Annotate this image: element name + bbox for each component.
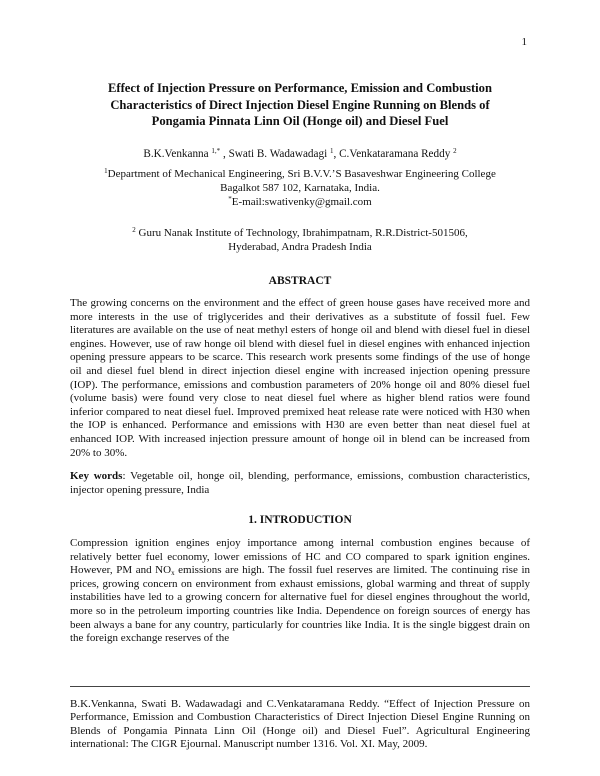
affiliation-line: Bagalkot 587 102, Karnataka, India.: [220, 181, 380, 194]
keywords-label: Key words: [70, 470, 123, 482]
author-name: C.Venkataramana Reddy: [339, 148, 451, 160]
author-affiliation-mark: 2: [453, 147, 457, 155]
author-email: E-mail:swativenky@gmail.com: [231, 195, 372, 208]
author-affiliation-mark: 1: [330, 147, 334, 155]
affiliation-mark: 2: [132, 226, 136, 234]
keywords: [70, 470, 530, 497]
intro-text-part: emissions are high. The fossil fuel reserves are limited. The continuing rise in prices, growing concern on environment from exhaust emissions, global warming and threat of supply instabilities have led to a growing concern for alternative fuel for diesel engines throughout the world, more so in the petroleum importing countries like India. Dependence on foreign sources of energy has been always a bane for any country, particularly for countries like India. It is the single biggest drain on the foreign exchange reserves of the: [70, 564, 530, 645]
email-mark: *: [228, 194, 232, 203]
title-line: Characteristics of Direct Injection Diesel Engine Running on Blends of: [110, 97, 490, 112]
affiliation-1: [70, 168, 530, 209]
author-list: [70, 147, 530, 161]
affiliation-2: [70, 227, 530, 255]
abstract-text: The growing concerns on the environment and the effect of green house gases have received more and more interests in the use of triglycerides and their derivatives as a substitute of fossil fuel. Few literatures are available on the use of neat methyl esters of honge oil and blend with diesel fuel in diesel engines. However, use of raw honge oil blend with diesel fuel in diesel engines with enhanced injection opening pressure appears to be scarce. This research work presents some findings of the use of honge oil and diesel fuel blend in direct injection diesel engine with increased injection opening pressure (IOP). The performance, emissions and combustion parameters of 20% honge oil and 80% diesel fuel (volume basis) were found very close to neat diesel fuel where as higher blend ratios were found inferior compared to neat diesel fuel. Improved premixed heat release rate were noticed with H30 when the IOP is enhanced. Performance and emissions with H30 are even better than neat diesel fuel at enhanced IOP. With increased injection pressure amount of honge oil in blend can be increased from 20% to 30%.: [70, 297, 530, 459]
citation-footnote: B.K.Venkanna, Swati B. Wadawadagi and C.Venkataramana Reddy. “Effect of Injection Pressure on Performance, Emission and Combustion Characteristics of Direct Injection Diesel Engine Running on Blends of Pongamia Pinnata Linn Oil (Honge oil) and Diesel Fuel”. Agricultural Engineering international: The CIGR Ejournal. Manuscript number 1316. Vol. XI. May, 2009.: [70, 698, 530, 751]
intro-text-part: Compression ignition engines enjoy importance among internal combustion engines because of relatively better fuel economy, lower emissions of HC and CO compared to spark ignition engines. However, PM and NO: [70, 537, 530, 577]
introduction-heading: 1. INTRODUCTION: [248, 514, 352, 526]
introduction-text: [70, 537, 530, 646]
affiliation-line: Hyderabad, Andra Pradesh India: [228, 240, 372, 253]
nox-subscript: x: [171, 569, 175, 578]
footnote-divider: [70, 686, 530, 687]
author-separator: ,: [220, 148, 229, 160]
author-affiliation-mark: 1,*: [211, 147, 221, 155]
title-line: Effect of Injection Pressure on Performance, Emission and Combustion: [108, 81, 492, 95]
abstract-heading: ABSTRACT: [268, 275, 332, 287]
keywords-text: : Vegetable oil, honge oil, blending, performance, emissions, combustion characteristics, injector opening pressure, India: [70, 470, 531, 496]
author-name: Swati B. Wadawadagi: [228, 148, 328, 160]
author-name: B.K.Venkanna: [143, 148, 209, 160]
paper-title: [70, 80, 530, 130]
affiliation-line: Department of Mechanical Engineering, Sri B.V.V.’S Basaveshwar Engineering College: [107, 168, 496, 180]
title-line: Pongamia Pinnata Linn Oil (Honge oil) and Diesel Fuel: [151, 114, 449, 128]
affiliation-line: Guru Nanak Institute of Technology, Ibrahimpatnam, R.R.District-501506,: [135, 227, 468, 239]
page-number: 1: [521, 36, 527, 48]
affiliation-mark: 1: [104, 167, 108, 175]
author-separator: ,: [333, 148, 340, 160]
